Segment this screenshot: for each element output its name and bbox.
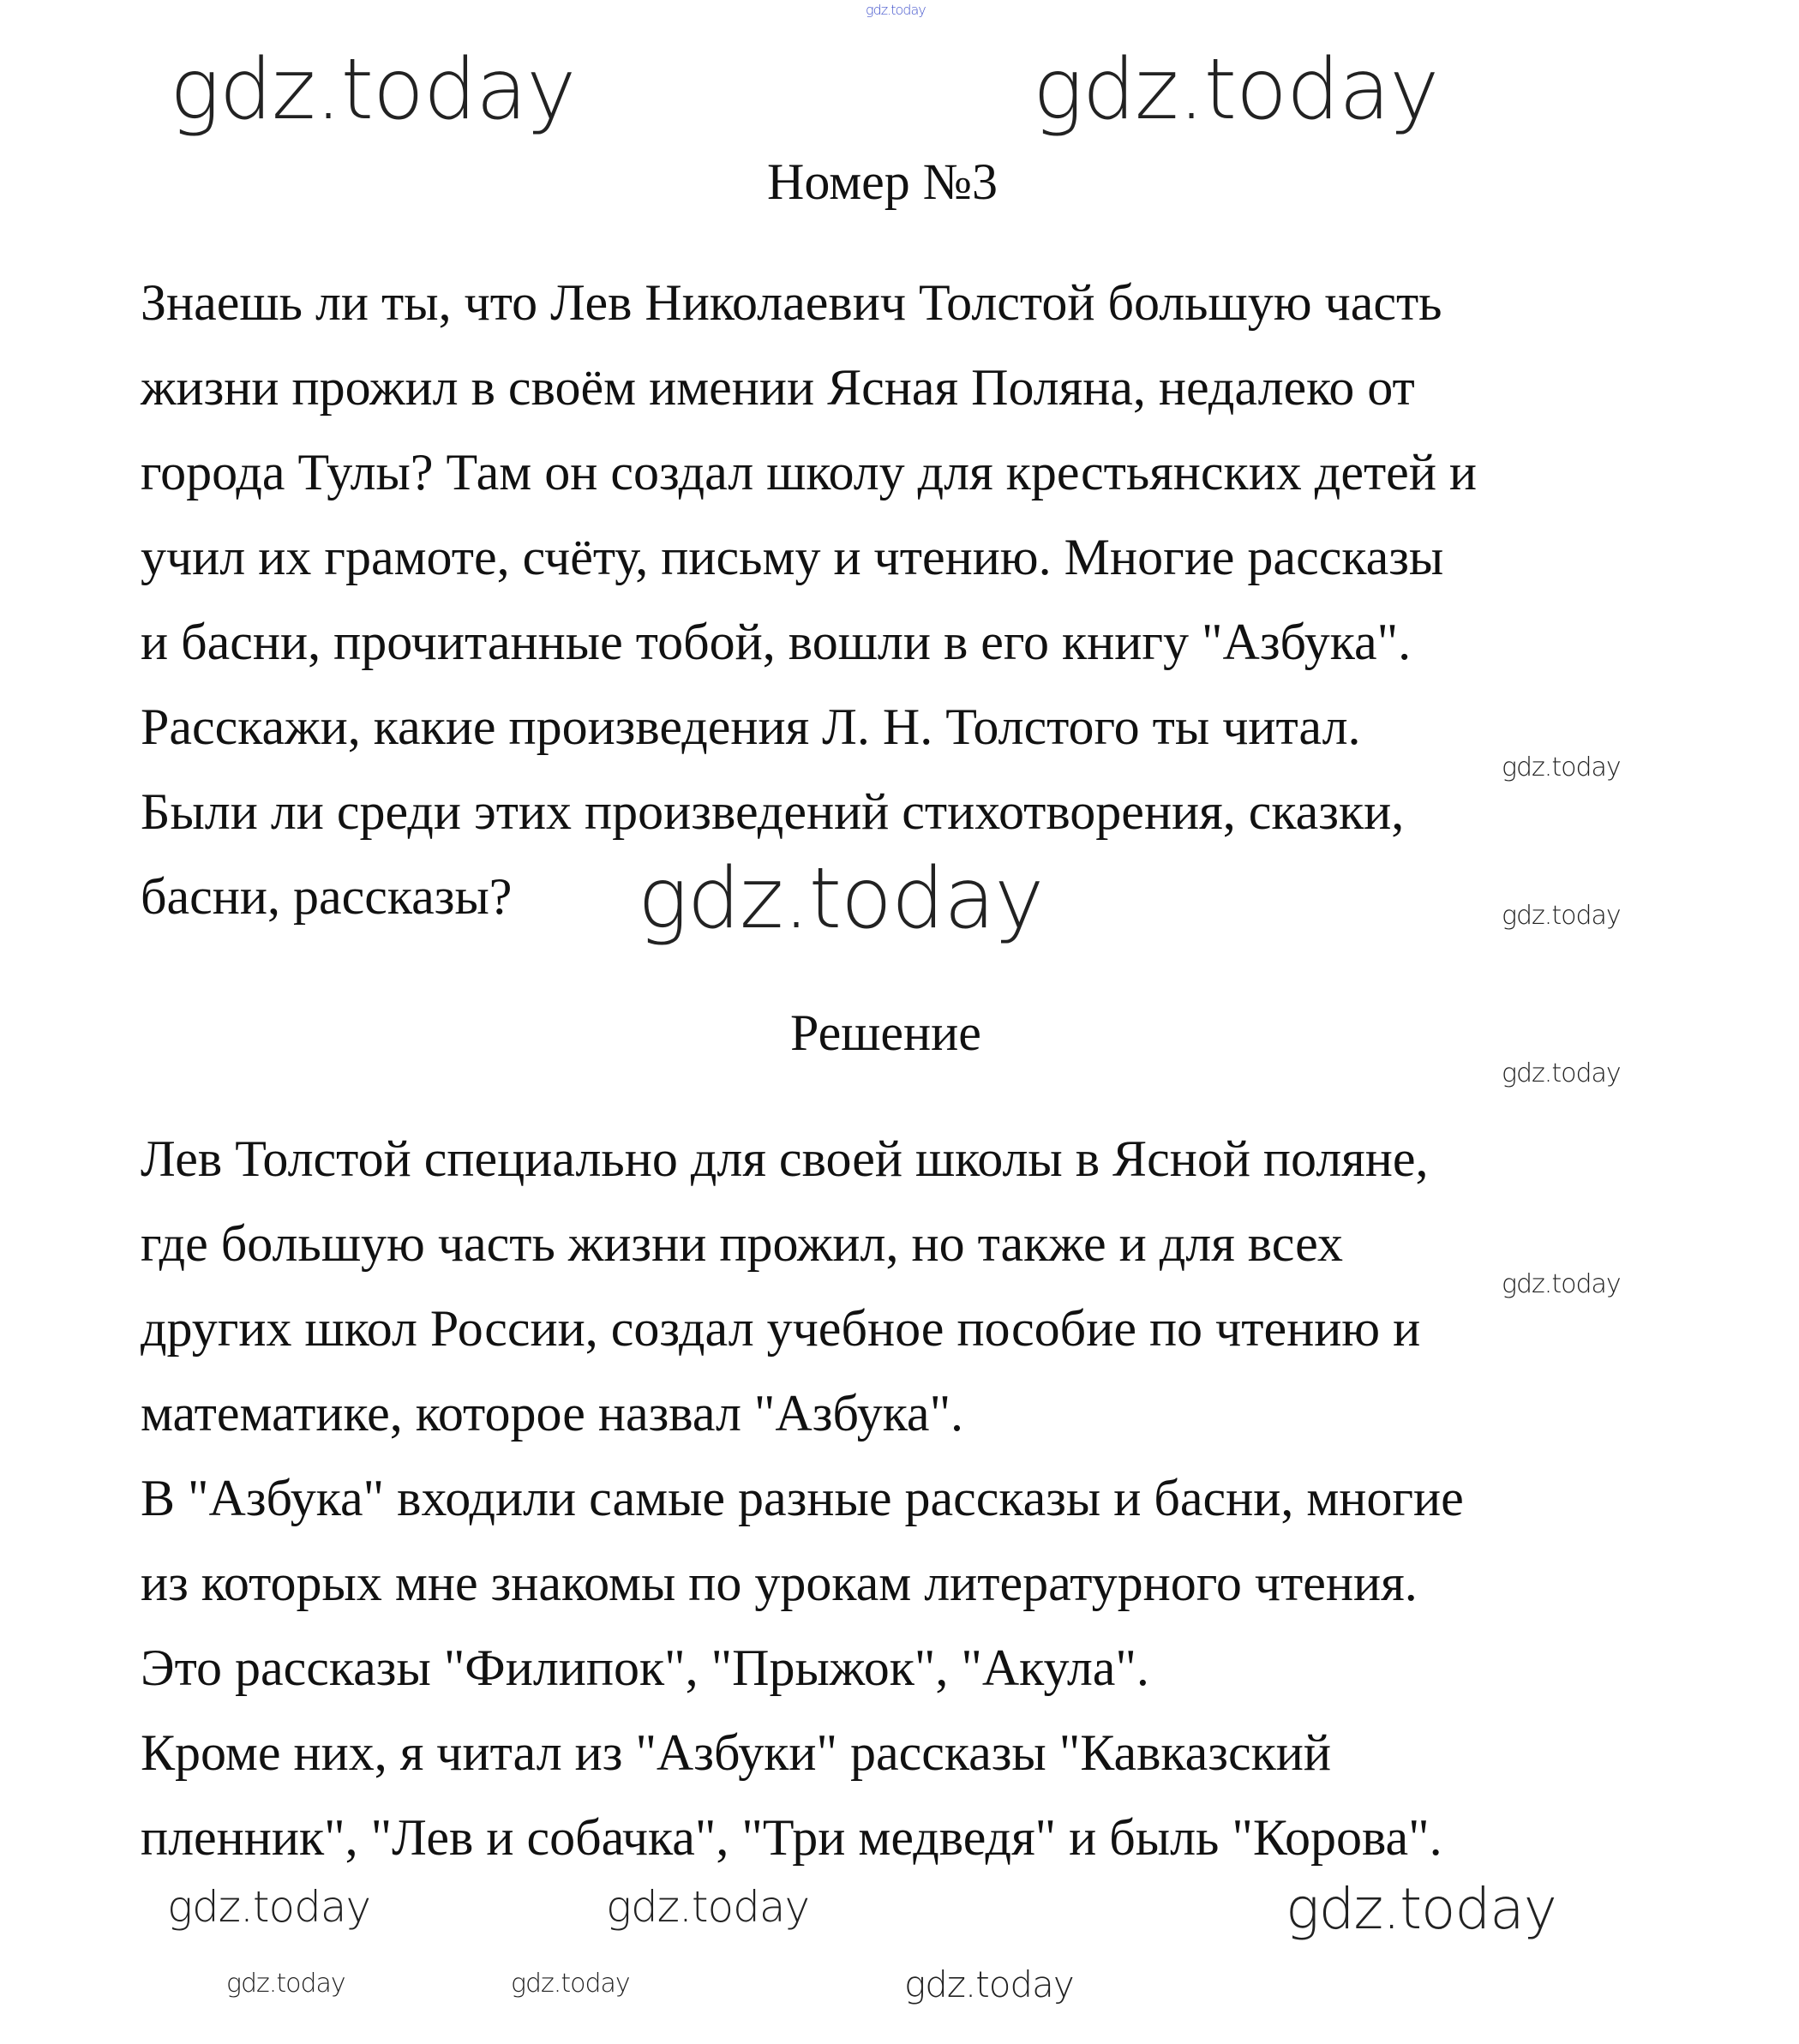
solution-heading: Решение <box>790 1004 981 1061</box>
watermark-small: gdz.today <box>1502 901 1621 931</box>
watermark-small: gdz.today <box>226 1969 345 1999</box>
watermark-large: gdz.today <box>170 41 576 139</box>
solution-line: Лев Толстой специально для своей школы в Ясной поляне, <box>141 1130 1429 1187</box>
question-line: учил их грамоте, счёту, письму и чтению. Многие рассказы <box>141 529 1444 585</box>
solution-line: из которых мне знакомы по урокам литературного чтения. <box>141 1555 1418 1611</box>
question-line: и басни, прочитанные тобой, вошли в его книгу "Азбука". <box>141 614 1412 670</box>
question-line: жизни прожил в своём имении Ясная Поляна, недалеко от <box>141 359 1415 416</box>
watermark-top: gdz.today <box>866 2 926 18</box>
solution-line: Это рассказы "Филипок", "Прыжок", "Акула". <box>141 1639 1149 1696</box>
question-line: Знаешь ли ты, что Лев Николаевич Толстой большую часть <box>141 274 1442 331</box>
solution-line: где большую часть жизни прожил, но также и для всех <box>141 1215 1343 1272</box>
solution-line: В "Азбука" входили самые разные рассказы и басни, многие <box>141 1470 1464 1526</box>
question-line: Расскажи, какие произведения Л. Н. Толстого ты читал. <box>141 698 1361 755</box>
solution-line: других школ России, создал учебное пособие по чтению и <box>141 1300 1421 1357</box>
watermark-medium: gdz.today <box>167 1882 371 1932</box>
watermark-small: gdz.today <box>1502 752 1621 782</box>
question-line: Были ли среди этих произведений стихотворения, сказки, <box>141 783 1405 840</box>
watermark-small: gdz.today <box>511 1969 630 1999</box>
solution-line: пленник", "Лев и собачка", "Три медведя" и быль "Корова". <box>141 1809 1442 1866</box>
watermark-large: gdz.today <box>638 850 1044 948</box>
page-title: Номер №3 <box>767 153 998 210</box>
watermark-small: gdz.today <box>1502 1269 1621 1299</box>
question-line: города Тулы? Там он создал школу для крестьянских детей и <box>141 444 1478 501</box>
watermark-medium: gdz.today <box>904 1963 1074 2005</box>
watermark-large: gdz.today <box>1033 41 1439 139</box>
watermark-small: gdz.today <box>1502 1058 1621 1088</box>
solution-line: Кроме них, я читал из "Азбуки" рассказы "Кавказский <box>141 1724 1331 1781</box>
watermark-medium: gdz.today <box>1286 1876 1556 1942</box>
solution-line: математике, которое назвал "Азбука". <box>141 1385 964 1442</box>
watermark-medium: gdz.today <box>606 1882 810 1932</box>
question-line: басни, рассказы? <box>141 868 513 925</box>
